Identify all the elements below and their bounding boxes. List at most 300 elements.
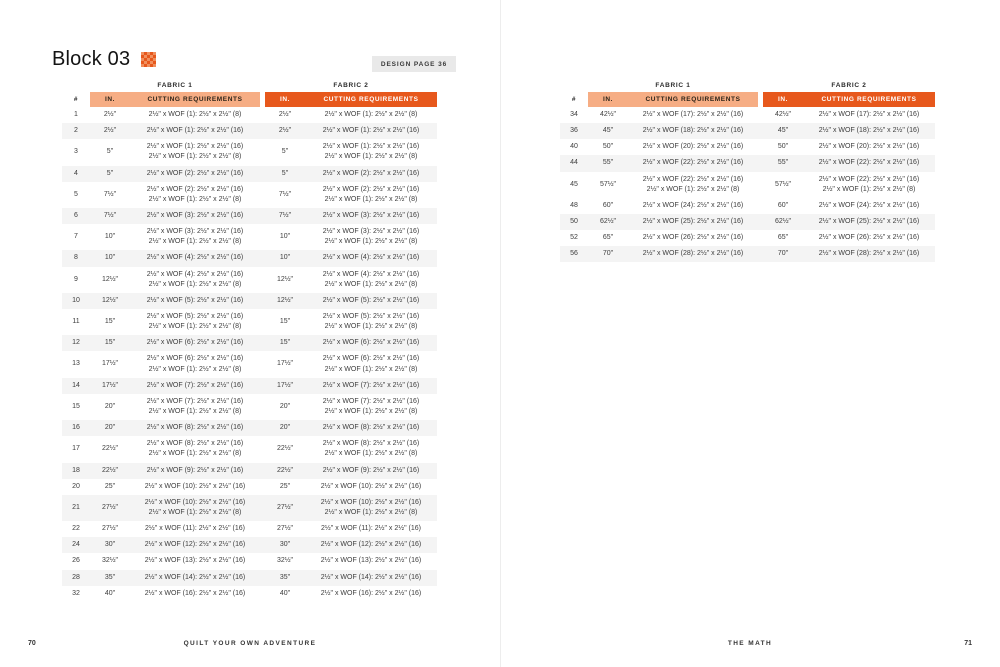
fabric2-label: FABRIC 2 bbox=[333, 81, 369, 89]
fabric1-cutting-value bbox=[130, 439, 260, 459]
title-row bbox=[52, 48, 156, 71]
cutting-line: 2½" x WOF (5): 2½" x 2½" (16) bbox=[146, 296, 244, 304]
fabric2-inches: 12½" bbox=[276, 296, 294, 304]
cutting-line: 2½" x WOF (3): 2½" x 2½" (16) bbox=[146, 211, 244, 219]
fabric1-inches: 40" bbox=[104, 589, 116, 597]
cutting-line: 2½" x WOF (1): 2½" x 2½" (16) bbox=[322, 127, 420, 135]
table-row bbox=[62, 309, 437, 335]
fabric1-inches: 2½" bbox=[103, 127, 117, 135]
fabric2-cutting-value bbox=[305, 338, 437, 348]
row-number: 3 bbox=[74, 148, 78, 156]
cutting-line: 2½" x WOF (26): 2½" x 2½" (16) bbox=[642, 234, 744, 242]
row-number: 9 bbox=[74, 275, 78, 283]
fabric2-inches: 50" bbox=[777, 143, 789, 151]
fabric1-cutting-header: CUTTING REQUIREMENTS bbox=[645, 96, 741, 103]
fabric1-cutting-value bbox=[130, 169, 260, 179]
fabric1-cutting-value bbox=[130, 253, 260, 263]
fabric2-inches: 15" bbox=[279, 318, 291, 326]
fabric1-cutting-value bbox=[130, 354, 260, 374]
row-number-header: # bbox=[73, 96, 79, 103]
fabric1-cutting-value bbox=[130, 270, 260, 290]
page-number-right: 71 bbox=[964, 640, 972, 647]
cutting-line: 2½" x WOF (1): 2½" x 2½" (8) bbox=[148, 323, 242, 331]
fabric2-cutting-value bbox=[803, 175, 935, 195]
cutting-line: 2½" x WOF (12): 2½" x 2½" (16) bbox=[144, 541, 246, 549]
fabric1-inches: 20" bbox=[104, 424, 116, 432]
table-row bbox=[62, 378, 437, 394]
cutting-line: 2½" x WOF (16): 2½" x 2½" (16) bbox=[144, 589, 246, 597]
row-number: 18 bbox=[72, 466, 80, 474]
cutting-line: 2½" x WOF (8): 2½" x 2½" (16) bbox=[146, 440, 244, 448]
fabric2-in-header: IN. bbox=[279, 96, 291, 103]
table-row bbox=[62, 267, 437, 293]
cutting-line: 2½" x WOF (1): 2½" x 2½" (8) bbox=[324, 407, 418, 415]
row-number: 45 bbox=[570, 180, 578, 188]
fabric2-cutting-value bbox=[305, 110, 437, 120]
fabric1-inches: 62½" bbox=[599, 217, 617, 225]
design-page-button[interactable]: DESIGN PAGE 36 bbox=[372, 56, 456, 72]
fabric1-cutting-value bbox=[628, 249, 758, 259]
fabric2-inches: 20" bbox=[279, 424, 291, 432]
fabric1-inches: 15" bbox=[104, 339, 116, 347]
cutting-line: 2½" x WOF (1): 2½" x 2½" (16) bbox=[146, 127, 244, 135]
fabric1-inches: 12½" bbox=[101, 296, 119, 304]
fabric1-cutting-value bbox=[130, 227, 260, 247]
table-row bbox=[560, 198, 935, 214]
fabric1-cutting-value bbox=[628, 142, 758, 152]
row-number: 22 bbox=[72, 525, 80, 533]
fabric1-cutting-value bbox=[130, 185, 260, 205]
cutting-line: 2½" x WOF (1): 2½" x 2½" (8) bbox=[324, 153, 418, 161]
cutting-line: 2½" x WOF (1): 2½" x 2½" (8) bbox=[148, 195, 242, 203]
cutting-line: 2½" x WOF (14): 2½" x 2½" (16) bbox=[144, 573, 246, 581]
row-number: 12 bbox=[72, 339, 80, 347]
cutting-line: 2½" x WOF (9): 2½" x 2½" (16) bbox=[322, 466, 420, 474]
row-number: 13 bbox=[72, 360, 80, 368]
cutting-line: 2½" x WOF (8): 2½" x 2½" (16) bbox=[146, 424, 244, 432]
fabric2-cutting-value bbox=[305, 439, 437, 459]
fabric2-inches: 30" bbox=[279, 541, 291, 549]
fabric1-inches: 22½" bbox=[101, 466, 119, 474]
fabric2-cutting-value bbox=[305, 227, 437, 247]
fabric1-inches: 10" bbox=[104, 254, 116, 262]
fabric2-inches: 17½" bbox=[276, 381, 294, 389]
table-row bbox=[560, 230, 935, 246]
fabric1-cutting-value bbox=[130, 556, 260, 566]
fabric1-cutting-value bbox=[130, 540, 260, 550]
page-right bbox=[500, 0, 1000, 667]
fabric1-cutting-value bbox=[628, 233, 758, 243]
table-row bbox=[560, 172, 935, 198]
row-number: 34 bbox=[570, 111, 578, 118]
fabric2-header-band bbox=[763, 92, 935, 107]
row-number: 44 bbox=[570, 159, 578, 167]
fabric1-inches: 60" bbox=[602, 201, 614, 209]
table-row bbox=[560, 139, 935, 155]
cutting-line: 2½" x WOF (10): 2½" x 2½" (16) bbox=[320, 482, 422, 490]
fabric2-cutting-value bbox=[305, 354, 437, 374]
fabric2-inches: 7½" bbox=[278, 211, 292, 219]
fabric1-inches: 7½" bbox=[103, 190, 117, 198]
row-number: 24 bbox=[72, 541, 80, 549]
cutting-line: 2½" x WOF (1): 2½" x 2½" (8) bbox=[324, 450, 418, 458]
fabric1-inches: 30" bbox=[104, 541, 116, 549]
table-row bbox=[62, 586, 437, 602]
fabric2-inches: 20" bbox=[279, 402, 291, 410]
cutting-line: 2½" x WOF (2): 2½" x 2½" (16) bbox=[146, 169, 244, 177]
fabric1-inches: 70" bbox=[602, 250, 614, 258]
row-number: 6 bbox=[74, 211, 78, 219]
table-row bbox=[560, 155, 935, 171]
cutting-line: 2½" x WOF (7): 2½" x 2½" (16) bbox=[322, 397, 420, 405]
cutting-line: 2½" x WOF (20): 2½" x 2½" (16) bbox=[818, 143, 920, 151]
cutting-requirements-table-right bbox=[560, 78, 935, 262]
fabric2-cutting-value bbox=[305, 524, 437, 534]
row-number: 2 bbox=[74, 127, 78, 135]
cutting-line: 2½" x WOF (1): 2½" x 2½" (8) bbox=[324, 238, 418, 246]
row-number: 32 bbox=[72, 589, 80, 597]
row-number: 52 bbox=[570, 234, 578, 242]
fabric1-in-header: IN. bbox=[602, 96, 614, 103]
row-number: 14 bbox=[72, 381, 80, 389]
table-row bbox=[62, 553, 437, 569]
cutting-line: 2½" x WOF (6): 2½" x 2½" (16) bbox=[322, 339, 420, 347]
cutting-line: 2½" x WOF (1): 2½" x 2½" (8) bbox=[324, 111, 418, 118]
cutting-line: 2½" x WOF (12): 2½" x 2½" (16) bbox=[320, 541, 422, 549]
fabric1-inches: 17½" bbox=[101, 360, 119, 368]
cutting-line: 2½" x WOF (1): 2½" x 2½" (8) bbox=[148, 111, 242, 118]
fabric2-inches: 15" bbox=[279, 339, 291, 347]
row-number: 10 bbox=[72, 296, 80, 304]
fabric2-in-header: IN. bbox=[777, 96, 789, 103]
row-number: 11 bbox=[72, 318, 80, 326]
table-row bbox=[62, 224, 437, 250]
fabric2-cutting-value bbox=[305, 312, 437, 332]
row-number: 15 bbox=[72, 402, 80, 410]
table-row bbox=[62, 495, 437, 521]
fabric1-inches: 7½" bbox=[103, 211, 117, 219]
fabric2-inches: 42½" bbox=[774, 111, 792, 118]
table-row bbox=[62, 293, 437, 309]
fabric1-inches: 45" bbox=[602, 127, 614, 135]
cutting-line: 2½" x WOF (3): 2½" x 2½" (16) bbox=[146, 228, 244, 236]
cutting-line: 2½" x WOF (16): 2½" x 2½" (16) bbox=[320, 589, 422, 597]
fabric1-cutting-value bbox=[130, 296, 260, 306]
table-row bbox=[62, 166, 437, 182]
table-row bbox=[62, 479, 437, 495]
table-header-row bbox=[62, 92, 437, 107]
row-number: 26 bbox=[72, 557, 80, 565]
fabric2-header-band bbox=[265, 92, 437, 107]
page-number-left: 70 bbox=[28, 640, 36, 647]
fabric2-cutting-value bbox=[305, 253, 437, 263]
cutting-line: 2½" x WOF (1): 2½" x 2½" (8) bbox=[148, 238, 242, 246]
fabric1-inches: 5" bbox=[106, 169, 114, 177]
checkerboard-quilt-block-icon bbox=[141, 52, 156, 67]
fabric2-cutting-value bbox=[305, 126, 437, 136]
footer-label-left: QUILT YOUR OWN ADVENTURE bbox=[183, 640, 317, 647]
cutting-line: 2½" x WOF (28): 2½" x 2½" (16) bbox=[818, 250, 920, 258]
table-row bbox=[62, 537, 437, 553]
cutting-line: 2½" x WOF (1): 2½" x 2½" (8) bbox=[324, 280, 418, 288]
fabric2-cutting-value bbox=[305, 296, 437, 306]
fabric1-cutting-value bbox=[130, 211, 260, 221]
row-number: 20 bbox=[72, 482, 80, 490]
fabric1-inches: 25" bbox=[104, 482, 116, 490]
cutting-line: 2½" x WOF (1): 2½" x 2½" (8) bbox=[148, 365, 242, 373]
row-number: 40 bbox=[570, 143, 578, 151]
cutting-line: 2½" x WOF (1): 2½" x 2½" (8) bbox=[646, 185, 740, 193]
table-row bbox=[62, 208, 437, 224]
fabric2-cutting-value bbox=[305, 466, 437, 476]
cutting-line: 2½" x WOF (26): 2½" x 2½" (16) bbox=[818, 234, 920, 242]
fabric1-inches: 15" bbox=[104, 318, 116, 326]
cutting-line: 2½" x WOF (4): 2½" x 2½" (16) bbox=[322, 254, 420, 262]
fabric1-inches: 42½" bbox=[599, 111, 617, 118]
fabric2-inches: 27½" bbox=[276, 525, 294, 533]
fabric2-cutting-value bbox=[305, 185, 437, 205]
fabric1-cutting-value bbox=[628, 217, 758, 227]
table-row bbox=[62, 463, 437, 479]
fabric2-cutting-value bbox=[803, 158, 935, 168]
cutting-line: 2½" x WOF (7): 2½" x 2½" (16) bbox=[146, 397, 244, 405]
fabric1-cutting-value bbox=[628, 110, 758, 120]
table-row bbox=[62, 420, 437, 436]
fabric1-inches: 55" bbox=[602, 159, 614, 167]
cutting-line: 2½" x WOF (1): 2½" x 2½" (16) bbox=[322, 143, 420, 151]
cutting-line: 2½" x WOF (11): 2½" x 2½" (16) bbox=[145, 525, 245, 533]
fabric2-cutting-value bbox=[305, 423, 437, 433]
fabric1-inches: 32½" bbox=[101, 557, 119, 565]
fabric1-cutting-value bbox=[130, 524, 260, 534]
table-row bbox=[62, 250, 437, 266]
fabric2-cutting-value bbox=[305, 556, 437, 566]
cutting-line: 2½" x WOF (9): 2½" x 2½" (16) bbox=[146, 466, 244, 474]
fabric2-cutting-value bbox=[305, 270, 437, 290]
fabric1-cutting-value bbox=[130, 482, 260, 492]
row-number: 1 bbox=[74, 111, 78, 118]
cutting-line: 2½" x WOF (18): 2½" x 2½" (16) bbox=[818, 127, 920, 135]
table-row bbox=[62, 570, 437, 586]
cutting-line: 2½" x WOF (22): 2½" x 2½" (16) bbox=[818, 175, 920, 183]
table-row bbox=[560, 107, 935, 123]
fabric1-inches: 27½" bbox=[101, 503, 119, 511]
fabric2-inches: 5" bbox=[281, 148, 289, 156]
fabric2-cutting-value bbox=[803, 249, 935, 259]
fabric2-inches: 12½" bbox=[276, 275, 294, 283]
fabric1-inches: 2½" bbox=[103, 111, 117, 118]
row-number: 4 bbox=[74, 169, 78, 177]
cutting-line: 2½" x WOF (3): 2½" x 2½" (16) bbox=[322, 228, 420, 236]
fabric2-inches: 2½" bbox=[278, 127, 292, 135]
fabric2-inches: 60" bbox=[777, 201, 789, 209]
fabric1-inches: 35" bbox=[104, 573, 116, 581]
fabric1-cutting-value bbox=[130, 423, 260, 433]
cutting-line: 2½" x WOF (13): 2½" x 2½" (16) bbox=[320, 557, 422, 565]
fabric2-label: FABRIC 2 bbox=[831, 81, 867, 89]
cutting-line: 2½" x WOF (11): 2½" x 2½" (16) bbox=[321, 525, 421, 533]
table-header-row bbox=[560, 92, 935, 107]
cutting-line: 2½" x WOF (1): 2½" x 2½" (8) bbox=[324, 195, 418, 203]
cutting-line: 2½" x WOF (6): 2½" x 2½" (16) bbox=[146, 339, 244, 347]
table-row bbox=[560, 214, 935, 230]
row-number: 28 bbox=[72, 573, 80, 581]
cutting-line: 2½" x WOF (2): 2½" x 2½" (16) bbox=[322, 169, 420, 177]
row-number: 48 bbox=[570, 201, 578, 209]
cutting-line: 2½" x WOF (1): 2½" x 2½" (8) bbox=[148, 153, 242, 161]
row-number: 56 bbox=[570, 250, 578, 258]
table-row bbox=[62, 351, 437, 377]
fabric1-cutting-value bbox=[130, 466, 260, 476]
table-row bbox=[560, 246, 935, 262]
fabric1-label: FABRIC 1 bbox=[655, 81, 691, 89]
cutting-line: 2½" x WOF (10): 2½" x 2½" (16) bbox=[144, 498, 246, 506]
fabric-labels-row bbox=[560, 78, 935, 92]
fabric1-cutting-header: CUTTING REQUIREMENTS bbox=[147, 96, 243, 103]
fabric2-inches: 17½" bbox=[276, 360, 294, 368]
cutting-line: 2½" x WOF (25): 2½" x 2½" (16) bbox=[642, 217, 744, 225]
cutting-line: 2½" x WOF (2): 2½" x 2½" (16) bbox=[146, 185, 244, 193]
table-row bbox=[62, 123, 437, 139]
fabric2-inches: 27½" bbox=[276, 503, 294, 511]
cutting-line: 2½" x WOF (8): 2½" x 2½" (16) bbox=[322, 424, 420, 432]
fabric2-cutting-value bbox=[305, 498, 437, 518]
fabric2-inches: 45" bbox=[777, 127, 789, 135]
fabric1-cutting-value bbox=[130, 589, 260, 599]
cutting-requirements-table-left bbox=[62, 78, 437, 602]
fabric1-cutting-value bbox=[130, 110, 260, 120]
fabric1-inches: 17½" bbox=[101, 381, 119, 389]
fabric-labels-row bbox=[62, 78, 437, 92]
cutting-line: 2½" x WOF (1): 2½" x 2½" (8) bbox=[822, 185, 916, 193]
row-number: 21 bbox=[72, 503, 80, 511]
cutting-line: 2½" x WOF (24): 2½" x 2½" (16) bbox=[818, 201, 920, 209]
row-number: 36 bbox=[570, 127, 578, 135]
footer-label-right: THE MATH bbox=[727, 640, 773, 647]
fabric1-in-header: IN. bbox=[104, 96, 116, 103]
fabric2-cutting-value bbox=[305, 573, 437, 583]
cutting-line: 2½" x WOF (17): 2½" x 2½" (16) bbox=[818, 111, 920, 118]
fabric2-inches: 70" bbox=[777, 250, 789, 258]
fabric2-inches: 10" bbox=[279, 233, 291, 241]
cutting-line: 2½" x WOF (10): 2½" x 2½" (16) bbox=[320, 498, 422, 506]
fabric1-cutting-value bbox=[130, 142, 260, 162]
cutting-line: 2½" x WOF (2): 2½" x 2½" (16) bbox=[322, 185, 420, 193]
cutting-line: 2½" x WOF (1): 2½" x 2½" (8) bbox=[148, 450, 242, 458]
cutting-line: 2½" x WOF (6): 2½" x 2½" (16) bbox=[146, 355, 244, 363]
cutting-line: 2½" x WOF (22): 2½" x 2½" (16) bbox=[642, 175, 744, 183]
fabric1-cutting-value bbox=[130, 397, 260, 417]
fabric2-cutting-value bbox=[305, 397, 437, 417]
fabric2-cutting-value bbox=[305, 211, 437, 221]
cutting-line: 2½" x WOF (22): 2½" x 2½" (16) bbox=[642, 159, 744, 167]
cutting-line: 2½" x WOF (8): 2½" x 2½" (16) bbox=[322, 440, 420, 448]
cutting-line: 2½" x WOF (4): 2½" x 2½" (16) bbox=[146, 254, 244, 262]
fabric2-cutting-value bbox=[803, 142, 935, 152]
fabric2-inches: 32½" bbox=[276, 557, 294, 565]
fabric2-cutting-value bbox=[305, 540, 437, 550]
fabric2-inches: 40" bbox=[279, 589, 291, 597]
cutting-line: 2½" x WOF (5): 2½" x 2½" (16) bbox=[322, 296, 420, 304]
fabric1-header-band bbox=[90, 92, 260, 107]
cutting-line: 2½" x WOF (4): 2½" x 2½" (16) bbox=[146, 270, 244, 278]
fabric1-cutting-value bbox=[628, 126, 758, 136]
row-number: 5 bbox=[74, 190, 78, 198]
cutting-line: 2½" x WOF (10): 2½" x 2½" (16) bbox=[144, 482, 246, 490]
fabric1-cutting-value bbox=[130, 381, 260, 391]
fabric2-cutting-header: CUTTING REQUIREMENTS bbox=[323, 96, 419, 103]
cutting-line: 2½" x WOF (5): 2½" x 2½" (16) bbox=[146, 312, 244, 320]
fabric2-inches: 22½" bbox=[276, 445, 294, 453]
fabric2-cutting-value bbox=[803, 201, 935, 211]
fabric1-cutting-value bbox=[130, 338, 260, 348]
cutting-line: 2½" x WOF (6): 2½" x 2½" (16) bbox=[322, 355, 420, 363]
fabric2-inches: 62½" bbox=[774, 217, 792, 225]
table-row bbox=[62, 139, 437, 165]
row-number-header: # bbox=[571, 96, 577, 103]
cutting-line: 2½" x WOF (1): 2½" x 2½" (8) bbox=[324, 323, 418, 331]
fabric1-inches: 57½" bbox=[599, 180, 617, 188]
cutting-line: 2½" x WOF (1): 2½" x 2½" (16) bbox=[146, 143, 244, 151]
fabric2-inches: 22½" bbox=[276, 466, 294, 474]
fabric1-cutting-value bbox=[628, 175, 758, 195]
cutting-line: 2½" x WOF (14): 2½" x 2½" (16) bbox=[320, 573, 422, 581]
cutting-line: 2½" x WOF (1): 2½" x 2½" (8) bbox=[148, 280, 242, 288]
cutting-line: 2½" x WOF (3): 2½" x 2½" (16) bbox=[322, 211, 420, 219]
fabric1-label: FABRIC 1 bbox=[157, 81, 193, 89]
fabric2-cutting-value bbox=[803, 233, 935, 243]
fabric2-inches: 2½" bbox=[278, 111, 292, 118]
fabric1-inches: 27½" bbox=[101, 525, 119, 533]
fabric2-cutting-value bbox=[305, 482, 437, 492]
fabric1-cutting-value bbox=[628, 158, 758, 168]
table-row bbox=[62, 107, 437, 123]
row-number: 17 bbox=[72, 445, 80, 453]
row-number: 7 bbox=[74, 233, 78, 241]
cutting-line: 2½" x WOF (7): 2½" x 2½" (16) bbox=[146, 381, 244, 389]
fabric2-cutting-value bbox=[305, 169, 437, 179]
fabric2-inches: 7½" bbox=[278, 190, 292, 198]
fabric2-inches: 10" bbox=[279, 254, 291, 262]
cutting-line: 2½" x WOF (28): 2½" x 2½" (16) bbox=[642, 250, 744, 258]
cutting-line: 2½" x WOF (13): 2½" x 2½" (16) bbox=[144, 557, 246, 565]
cutting-line: 2½" x WOF (7): 2½" x 2½" (16) bbox=[322, 381, 420, 389]
cutting-line: 2½" x WOF (18): 2½" x 2½" (16) bbox=[642, 127, 744, 135]
fabric1-inches: 22½" bbox=[101, 445, 119, 453]
fabric2-inches: 65" bbox=[777, 234, 789, 242]
fabric1-inches: 10" bbox=[104, 233, 116, 241]
fabric2-inches: 5" bbox=[281, 169, 289, 177]
cutting-line: 2½" x WOF (4): 2½" x 2½" (16) bbox=[322, 270, 420, 278]
fabric1-header-band bbox=[588, 92, 758, 107]
fabric1-inches: 12½" bbox=[101, 275, 119, 283]
fabric1-cutting-value bbox=[130, 498, 260, 518]
row-number: 50 bbox=[570, 217, 578, 225]
fabric1-inches: 50" bbox=[602, 143, 614, 151]
table-row bbox=[62, 335, 437, 351]
fabric2-inches: 57½" bbox=[774, 180, 792, 188]
fabric2-cutting-value bbox=[803, 110, 935, 120]
fabric1-cutting-value bbox=[130, 126, 260, 136]
page-title: Block 03 bbox=[52, 48, 131, 70]
fabric2-inches: 35" bbox=[279, 573, 291, 581]
fabric1-inches: 20" bbox=[104, 402, 116, 410]
fabric2-cutting-value bbox=[305, 142, 437, 162]
cutting-line: 2½" x WOF (1): 2½" x 2½" (8) bbox=[148, 407, 242, 415]
fabric2-inches: 55" bbox=[777, 159, 789, 167]
cutting-line: 2½" x WOF (1): 2½" x 2½" (8) bbox=[324, 365, 418, 373]
fabric2-inches: 25" bbox=[279, 482, 291, 490]
